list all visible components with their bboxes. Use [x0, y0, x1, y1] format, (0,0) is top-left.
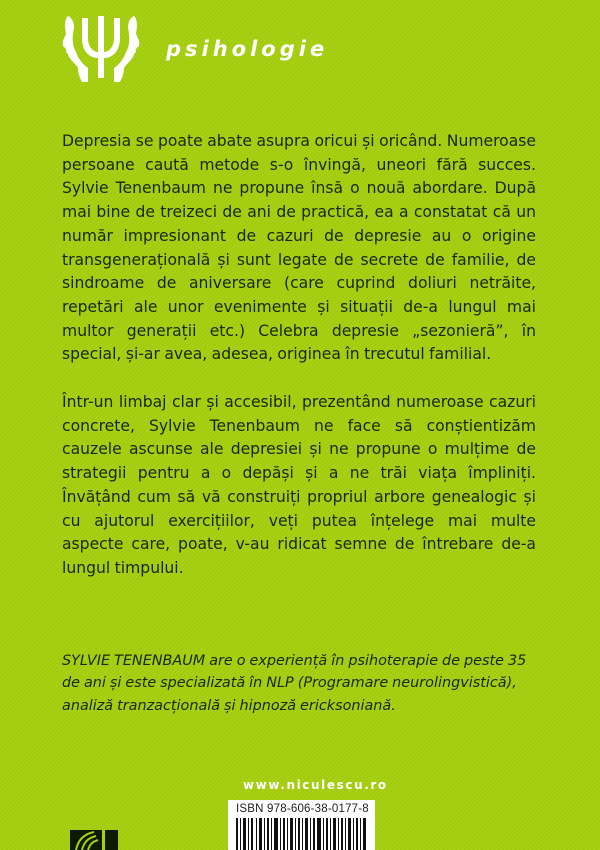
blurb-paragraph-1: Depresia se poate abate asupra oricui și oricând. Numeroase persoane caută metode s-o învingă, uneori fără succes. Sylvie Tenenbaum ne propune însă o nouă abordare. După mai bine de treizeci de ani de practică, ea a constatat că un număr impresionant de cazuri de depresie au o origine transgenerațională și sunt legate de secrete de familie, de sindroame de aniversare (care cuprind doliuri netrăite, repetări ale unor evenimente și situații de-a lungul mai multor generații etc.) Celebra depresie „sezonieră”, în special, și-ar avea, adesea, originea în trecutul familial. — [62, 132, 536, 364]
series-header — [60, 12, 328, 82]
author-bio: SYLVIE TENENBAUM are o experiență în psihoterapie de peste 35 de ani și este specializată în NLP (Programare neurolingvistică), analiză tranzacțională și hipnoză ericksoniană. — [62, 653, 527, 714]
series-title: psihologie — [166, 37, 329, 61]
isbn-number: ISBN 978-606-38-0177-8 — [236, 803, 369, 815]
psi-faces-icon — [60, 12, 142, 82]
isbn-barcode-block — [228, 800, 375, 850]
niculescu-publisher-logo-icon — [70, 826, 118, 850]
blurb — [62, 130, 536, 581]
publisher-website-link[interactable]: www.niculescu.ro — [243, 778, 388, 792]
barcode-icon — [236, 818, 368, 850]
blurb-paragraph-2: Într-un limbaj clar și accesibil, prezentând numeroase cazuri concrete, Sylvie Tenenbaum ne face să conștientizăm cauzele ascunse ale depresiei și ne propune o mulțime de strategii pentru a o depăși și a ne trăi viața împliniți. Învățând cum să vă construiți propriul arbore genealogic și cu ajutorul exercițiilor, veți putea înțelege mai multe aspecte care, poate, v-au ridicat semne de întrebare de-a lungul timpului. — [62, 393, 536, 577]
